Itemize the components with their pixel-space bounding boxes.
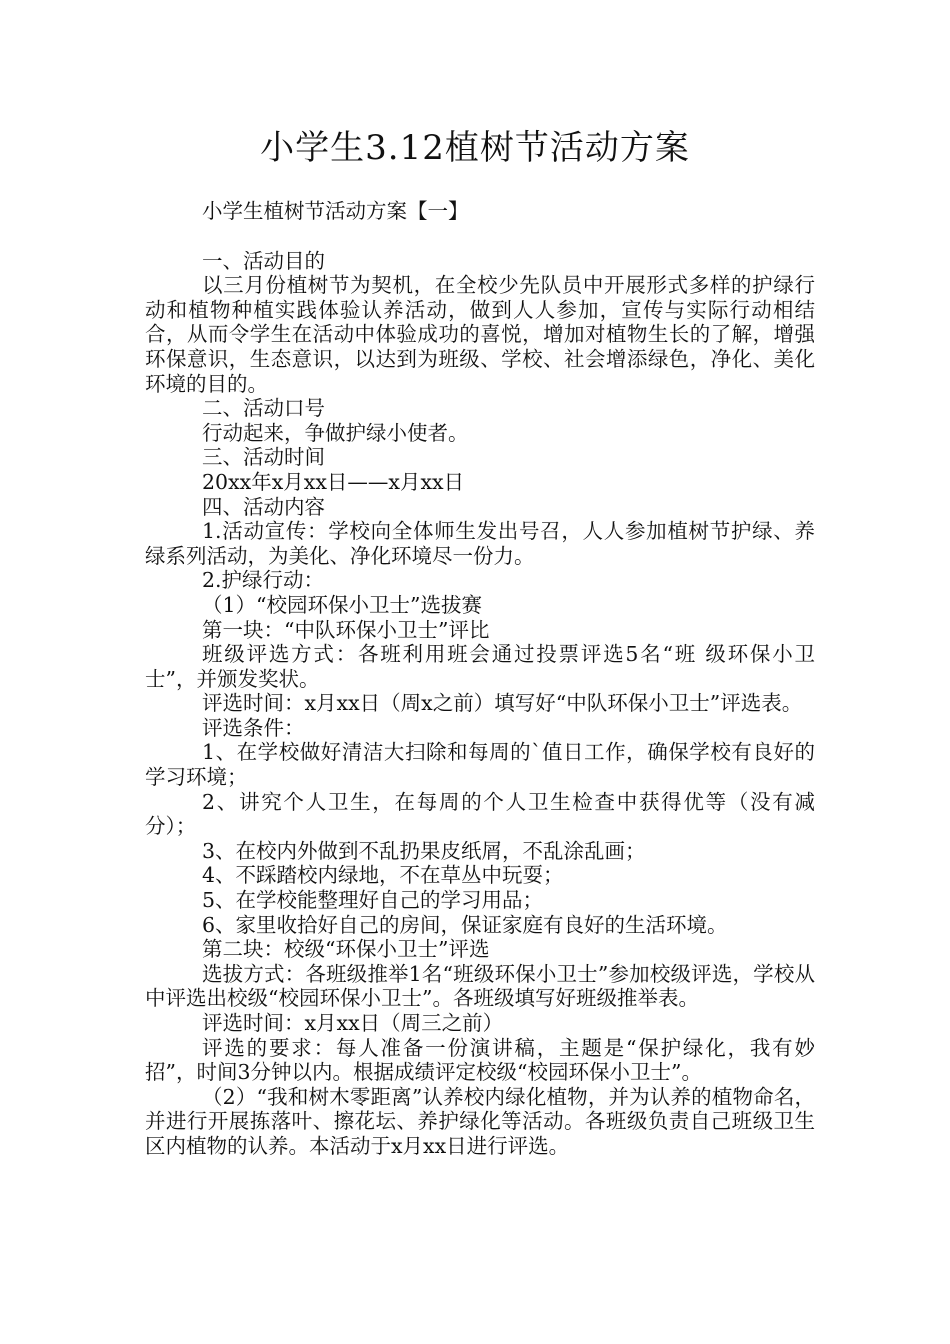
paragraph: 1、在学校做好清洁大扫除和每周的`值日工作，确保学校有良好的学习环境；	[145, 740, 815, 790]
paragraph: 2、讲究个人卫生，在每周的个人卫生检查中获得优等（没有减分）；	[145, 789, 815, 839]
paragraph: 评选条件：	[202, 715, 305, 740]
paragraph: 5、在学校能整理好自己的学习用品；	[202, 888, 544, 913]
document-title: 小学生3.12植树节活动方案	[260, 128, 690, 168]
paragraph: 行动起来，争做护绿小使者。	[202, 420, 469, 445]
paragraph: 2.护绿行动：	[202, 568, 325, 593]
paragraph: 第一块：“中队环保小卫士”评比	[202, 617, 490, 642]
paragraph: 20xx年x月xx日——x月xx日	[202, 469, 465, 494]
paragraph: 4、不踩踏校内绿地，不在草丛中玩耍；	[202, 863, 564, 888]
paragraph: （1）“校园环保小卫士”选拔赛	[202, 592, 483, 617]
paragraph: 第二块：校级“环保小卫士”评选	[202, 937, 490, 962]
paragraph: （2）“我和树木零距离”认养校内绿化植物，并为认养的植物命名，并进行开展拣落叶、擦花坛、养护绿化等活动。各班级负责自己班级卫生区内植物的认养。本活动于x月xx日进行评选。	[145, 1084, 815, 1158]
paragraph: 以三月份植树节为契机，在全校少先队员中开展形式多样的护绿行动和植物种植实践体验认养活动，做到人人参加，宣传与实际行动相结合，从而令学生在活动中体验成功的喜悦，增加对植物生长的了解，增强环保意识，生态意识，以达到为班级、学校、社会增添绿色，净化、美化环境的目的。	[145, 273, 815, 396]
paragraph: 评选时间：x月xx日（周x之前）填写好“中队环保小卫士”评选表。	[202, 691, 803, 716]
paragraph: 选拔方式：各班级推举1名“班级环保小卫士”参加校级评选，学校从中评选出校级“校园环保小卫士”。各班级填写好班级推举表。	[145, 961, 815, 1011]
document-body	[145, 199, 815, 1159]
paragraph: 二、活动口号	[202, 396, 325, 421]
paragraph: 评选的要求：每人准备一份演讲稿，主题是“保护绿化，我有妙招”，时间3分钟以内。根据成绩评定校级“校园环保小卫士”。	[145, 1035, 815, 1085]
section-heading: 小学生植树节活动方案【一】	[202, 199, 469, 223]
paragraph: 6、家里收拾好自己的房间，保证家庭有良好的生活环境。	[202, 912, 728, 937]
paragraph: 四、活动内容	[202, 494, 325, 519]
paragraph: 班级评选方式：各班利用班会通过投票评选5名“班 级环保小卫士”，并颁发奖状。	[145, 642, 815, 691]
paragraph: 3、在校内外做到不乱扔果皮纸屑，不乱涂乱画；	[202, 838, 646, 863]
paragraph: 评选时间：x月xx日（周三之前）	[202, 1011, 504, 1035]
paragraph: 三、活动时间	[202, 445, 325, 470]
paragraph: 一、活动目的	[202, 248, 325, 273]
paragraph: 1.活动宣传：学校向全体师生发出号召，人人参加植树节护绿、养绿系列活动，为美化、净化环境尽一份力。	[145, 519, 815, 568]
